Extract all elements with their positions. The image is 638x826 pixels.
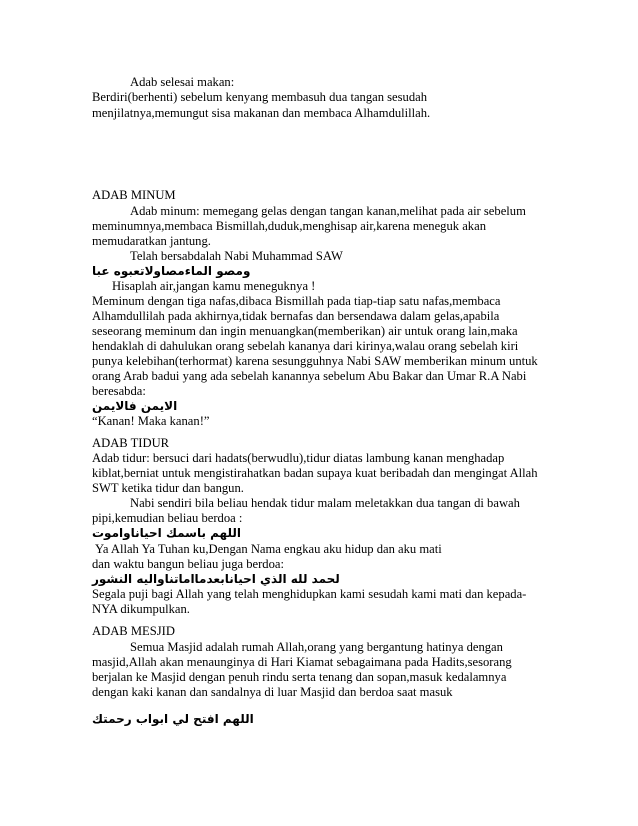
text-line: kiblat,berniat untuk mengistirahatkan badan supaya kuat beribadah dan mengingat Allah bbox=[92, 466, 538, 480]
arabic-text: الايمن فالايمن bbox=[92, 399, 178, 413]
text-line: Adab minum: memegang gelas dengan tangan kanan,melihat pada air sebelum bbox=[130, 204, 526, 218]
arabic-text: اللهم افتح لي ابواب رحمتك bbox=[92, 712, 254, 726]
text-line: Semua Masjid adalah rumah Allah,orang yang bergantung hatinya dengan bbox=[130, 640, 503, 654]
text-line: beresabda: bbox=[92, 384, 146, 398]
arabic-text: اللهم باسمك احياناواموت bbox=[92, 526, 241, 540]
section-heading-mesjid: ADAB MESJID bbox=[92, 624, 175, 638]
text-line: Telah bersabdalah Nabi Muhammad SAW bbox=[130, 249, 343, 263]
text-line: meminumnya,membaca Bismillah,duduk,menghisap air,karena meneguk akan bbox=[92, 219, 486, 233]
text-line: Alhamdullilah pada akhirnya,tidak bernafas dan bersendawa dalam gelas,apabila bbox=[92, 309, 500, 323]
text-line: Berdiri(berhenti) sebelum kenyang membasuh dua tangan sesudah bbox=[92, 90, 428, 104]
text-line: “Kanan! Maka kanan!” bbox=[92, 414, 210, 428]
text-line: SWT ketika tidur dan bangun. bbox=[92, 481, 244, 495]
section-heading-tidur: ADAB TIDUR bbox=[92, 436, 170, 450]
text-line: memudaratkan jantung. bbox=[92, 234, 211, 248]
text-line: berjalan ke Masjid dengan penuh rindu serta tenang dan sopan,masuk kedalamnya bbox=[92, 670, 507, 684]
text-line: Nabi sendiri bila beliau hendak tidur malam meletakkan dua tangan di bawah bbox=[130, 496, 520, 510]
text-line: menjilatnya,memungut sisa makanan dan membaca Alhamdulillah. bbox=[92, 106, 431, 120]
text-line: dengan kaki kanan dan sandalnya di luar Masjid dan berdoa saat masuk bbox=[92, 685, 453, 699]
text-line: punya kelebihan(terhormat) karena sesungguhnya Nabi SAW memberikan minum untuk bbox=[92, 354, 538, 368]
text-line: orang Arab badui yang ada sebelah kanannya sebelum Abu Bakar dan Umar R.A Nabi bbox=[92, 369, 527, 383]
text-line: masjid,Allah akan menaunginya di Hari Kiamat sebagaimana pada Hadits,sesorang bbox=[92, 655, 512, 669]
text-line: Hisaplah air,jangan kamu meneguknya ! bbox=[112, 279, 316, 293]
text-line: dan waktu bangun beliau juga berdoa: bbox=[92, 557, 284, 571]
section-heading-makan: Adab selesai makan: bbox=[130, 75, 235, 89]
text-line: hendaklah di dahulukan orang sebelah kananya dari kirinya,walau orang sebelah kiri bbox=[92, 339, 519, 353]
text-line: Adab tidur: bersuci dari hadats(berwudlu),tidur diatas lambung kanan menghadap bbox=[92, 451, 505, 465]
text-line: pipi,kemudian beliau berdoa : bbox=[92, 511, 243, 525]
text-line: Ya Allah Ya Tuhan ku,Dengan Nama engkau aku hidup dan aku mati bbox=[95, 542, 442, 556]
text-line: Segala puji bagi Allah yang telah menghidupkan kami sesudah kami mati dan kepada- bbox=[92, 587, 527, 601]
text-line: NYA dikumpulkan. bbox=[92, 602, 190, 616]
text-line: Meminum dengan tiga nafas,dibaca Bismillah pada tiap-tiap satu nafas,membaca bbox=[92, 294, 501, 308]
arabic-text: ومصو الماءمصاولاتعبوه عبا bbox=[92, 264, 251, 278]
text-line: seseorang meminum dan ingin menuangkan(memberikan) air untuk orang lain,maka bbox=[92, 324, 518, 338]
section-heading-minum: ADAB MINUM bbox=[92, 188, 176, 202]
arabic-text: لحمد لله الذي احيانابعدمااماتناواليه النشور bbox=[92, 572, 340, 586]
